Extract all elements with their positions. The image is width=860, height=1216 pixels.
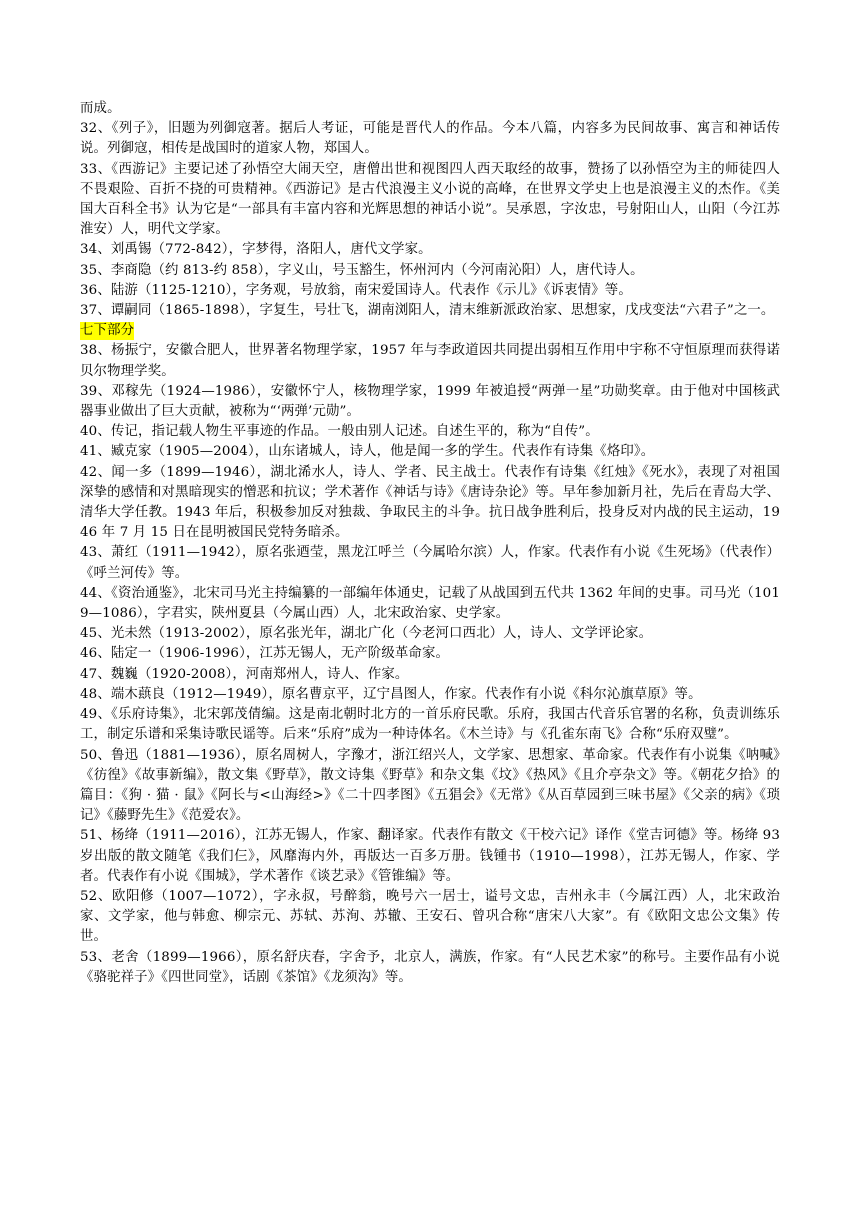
paragraph-45: 45、光未然（1913-2002），原名张光年，湖北广化（今老河口西北）人，诗人、文学评论家。	[80, 626, 653, 642]
paragraph-48: 48、端木蕻良（1912—1949），原名曹京平，辽宁昌图人，作家。代表作有小说《科尔沁旗草原》等。	[80, 686, 702, 702]
paragraph-47: 47、魏巍（1920-2008），河南郑州人，诗人、作家。	[80, 666, 409, 682]
paragraph-44: 44、《资治通鉴》，北宋司马光主持编纂的一部编年体通史，记载了从战国到五代共 1362 年间的史事。司马光（1019—1086），字君实，陕州夏县（今属山西）人，北宋政治家、史学家。	[80, 585, 780, 622]
paragraph-46: 46、陆定一（1906-1996），江苏无锡人，无产阶级革命家。	[80, 646, 450, 662]
paragraph-34: 34、刘禹锡（772-842），字梦得，洛阳人，唐代文学家。	[80, 242, 432, 258]
paragraph-53: 53、老舍（1899—1966），原名舒庆春，字舍予，北京人，满族，作家。有“人民艺术家”的称号。主要作品有小说《骆驼祥子》《四世同堂》，话剧《茶馆》《龙须沟》等。	[80, 949, 780, 985]
paragraph-52: 52、欧阳修（1007—1072），字永叔，号醉翁，晚号六一居士，谥号文忠，吉州永丰（今属江西）人，北宋政治家、文学家，他与韩愈、柳宗元、苏轼、苏洵、苏辙、王安石、曾巩合称“唐宋八大家”。有《欧阳文忠公文集》传世。	[80, 888, 780, 945]
paragraph-40: 40、传记，指记载人物生平事迹的作品。一般由别人记述。自述生平的，称为“自传”。	[80, 424, 599, 440]
paragraph-50: 50、鲁迅（1881—1936），原名周树人，字豫才，浙江绍兴人，文学家、思想家、革命家。代表作有小说集《呐喊》《彷徨》《故事新编》，散文集《野草》，散文诗集《野草》和杂文集《坟》《热风》《且介亭杂文》等。《朝花夕拾》的篇目：《狗 · 猫 · 鼠》《阿长与<山海经>》《二十四孝图》《五猖会》《无常》《从百草园到三味书屋》《父亲的病》《琐记》《藤野先生》《范爱农》。	[80, 747, 780, 824]
paragraph-42: 42、闻一多（1899—1946），湖北浠水人，诗人、学者、民主战士。代表作有诗集《红烛》《死水》，表现了对祖国深挚的感情和对黑暗现实的憎恶和抗议；学术著作《神话与诗》《唐诗杂论》等。早年参加新月社，先后在青岛大学、清华大学任教。1943 年后，积极参加反对独裁、争取民主的斗争。抗日战争胜利后，投身反对内战的民主运动，1946 年 7 月 15 日在昆明被国民党特务暗杀。	[80, 464, 780, 541]
paragraph-51: 51、杨绛（1911—2016），江苏无锡人，作家、翻译家。代表作有散文《干校六记》译作《堂吉诃德》等。杨绛 93 岁出版的散文随笔《我们仨》，风靡海内外，再版达一百多万册。钱锺书（1910—1998），江苏无锡人，作家、学者。代表作有小说《围城》，学术著作《谈艺录》《管锥编》等。	[80, 828, 780, 884]
section-heading: 七下部分	[80, 323, 135, 339]
paragraph-41: 41、臧克家（1905—2004），山东诸城人，诗人，他是闻一多的学生。代表作有诗集《烙印》。	[80, 444, 655, 460]
paragraph-39: 39、邓稼先（1924—1986），安徽怀宁人，核物理学家，1999 年被追授“两弹一星”功勋奖章。由于他对中国核武器事业做出了巨大贡献，被称为“‘两弹’元勋”。	[80, 383, 780, 420]
document-page	[80, 99, 780, 988]
paragraph-37: 37、谭嗣同（1865-1898），字复生，号壮飞，湖南浏阳人，清末维新派政治家、思想家，戊戌变法“六君子”之一。	[80, 303, 775, 319]
paragraph-33: 33、《西游记》主要记述了孙悟空大闹天空，唐僧出世和视图四人西天取经的故事，赞扬了以孙悟空为主的师徒四人不畏艰险、百折不挠的可贵精神。《西游记》是古代浪漫主义小说的高峰，在世界文学史上也是浪漫主义的杰作。《美国大百科全书》认为它是“一部具有丰富内容和光辉思想的神话小说”。吴承恩，字汝忠，号射阳山人，山阳（今江苏淮安）人，明代文学家。	[80, 161, 780, 238]
paragraph-43: 43、萧红（1911—1942），原名张迺莹，黑龙江呼兰（今属哈尔滨）人，作家。代表作有小说《生死场》（代表作）《呼兰河传》等。	[80, 545, 780, 581]
paragraph-36: 36、陆游（1125-1210），字务观，号放翁，南宋爱国诗人。代表作《示儿》《诉衷情》等。	[80, 282, 632, 298]
paragraph-38: 38、杨振宁，安徽合肥人，世界著名物理学家，1957 年与李政道因共同提出弱相互作用中宇称不守恒原理而获得诺贝尔物理学奖。	[80, 343, 780, 379]
paragraph-49: 49、《乐府诗集》，北宋郭茂倩编。这是南北朝时北方的一首乐府民歌。乐府，我国古代音乐官署的名称，负责训练乐工，制定乐谱和采集诗歌民谣等。后来“乐府”成为一种诗体名。《木兰诗》与《孔雀东南飞》合称“乐府双璧”。	[80, 707, 780, 743]
section-heading-row	[80, 321, 780, 341]
paragraph-35: 35、李商隐（约 813-约 858），字义山，号玉豁生，怀州河内（今河南沁阳）人，唐代诗人。	[80, 262, 644, 278]
paragraph-31-end: 而成。	[80, 101, 121, 116]
paragraph-32: 32、《列子》，旧题为列御寇著。据后人考证，可能是晋代人的作品。今本八篇，内容多为民间故事、寓言和神话传说。列御寇，相传是战国时的道家人物，郑国人。	[80, 121, 780, 157]
